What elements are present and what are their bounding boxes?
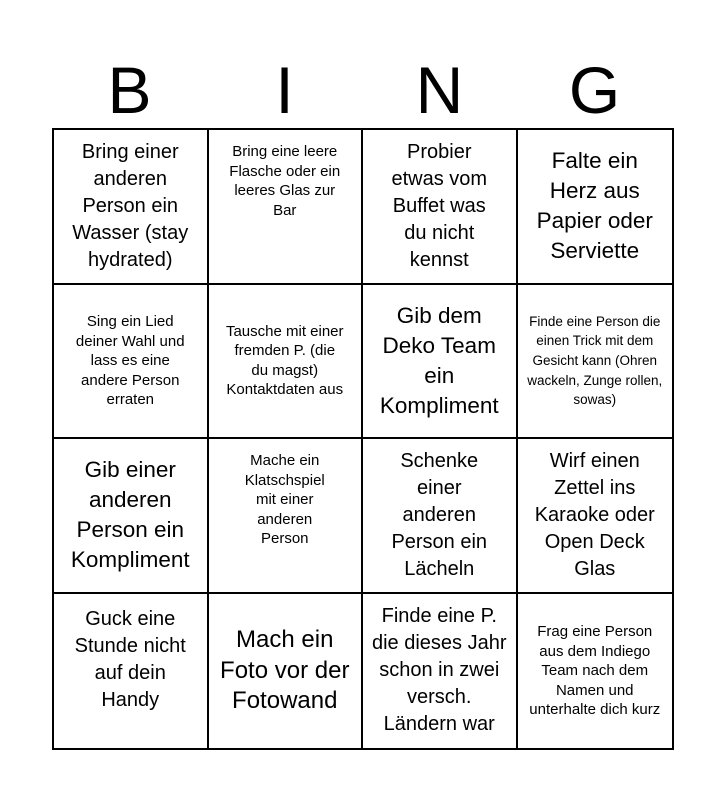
bingo-cell[interactable] bbox=[518, 594, 673, 749]
cell-text: Guck eine Stunde nicht auf dein Handy bbox=[74, 607, 186, 711]
cell-text: Finde eine Person die einen Trick mit dem Gesicht kann (Ohren wackeln, Zunge rollen, sowas) bbox=[527, 313, 663, 408]
bingo-cell[interactable] bbox=[54, 594, 209, 749]
bingo-cell[interactable] bbox=[209, 285, 364, 440]
bingo-cell[interactable] bbox=[54, 439, 209, 594]
bingo-cell[interactable] bbox=[363, 594, 518, 749]
cell-text: Gib dem Deko Team ein Kompliment bbox=[379, 302, 499, 418]
bingo-cell[interactable] bbox=[518, 285, 673, 440]
bingo-cell[interactable] bbox=[518, 130, 673, 285]
bingo-header bbox=[52, 52, 672, 128]
cell-text: Falte ein Herz aus Papier oder Serviette bbox=[536, 148, 653, 264]
cell-text: Finde eine P. die dieses Jahr schon in zwei versch. Ländern war bbox=[371, 605, 507, 736]
cell-text: Gib einer anderen Person ein Kompliment bbox=[70, 457, 190, 573]
bingo-cell[interactable] bbox=[363, 130, 518, 285]
cell-text: Probier etwas vom Buffet was du nicht kennst bbox=[391, 140, 488, 271]
cell-text: Schenke einer anderen Person ein Lächeln bbox=[391, 449, 488, 580]
header-letter-i: I bbox=[275, 53, 294, 127]
cell-text: Frag eine Person aus dem Indiego Team nach dem Namen und unterhalte dich kurz bbox=[529, 623, 661, 718]
bingo-cell[interactable] bbox=[518, 439, 673, 594]
cell-text: Tausche mit einer fremden P. (die du magst) Kontaktdaten aus bbox=[225, 322, 344, 399]
cell-text: Bring eine leere Flasche oder ein leeres Glas zur Bar bbox=[229, 143, 341, 219]
bingo-cell[interactable] bbox=[209, 439, 364, 594]
bingo-cell[interactable] bbox=[54, 130, 209, 285]
cell-text: Mache ein Klatschspiel mit einer anderen Person bbox=[244, 452, 325, 547]
bingo-cell[interactable] bbox=[363, 285, 518, 440]
cell-text: Bring einer anderen Person ein Wasser (stay hydrated) bbox=[72, 140, 189, 271]
bingo-cell[interactable] bbox=[54, 285, 209, 440]
bingo-cell[interactable] bbox=[363, 439, 518, 594]
header-letter-n: N bbox=[415, 53, 464, 127]
bingo-cell[interactable] bbox=[209, 594, 364, 749]
header-letter-g: G bbox=[568, 53, 621, 127]
cell-text: Sing ein Lied deiner Wahl und lass es eine andere Person erraten bbox=[75, 313, 185, 408]
header-letter-b: B bbox=[107, 53, 152, 127]
cell-text: Mach ein Foto vor der Fotowand bbox=[220, 626, 350, 714]
bingo-cell[interactable] bbox=[209, 130, 364, 285]
cell-text: Wirf einen Zettel ins Karaoke oder Open Deck Glas bbox=[534, 449, 655, 580]
bingo-grid bbox=[52, 128, 674, 750]
